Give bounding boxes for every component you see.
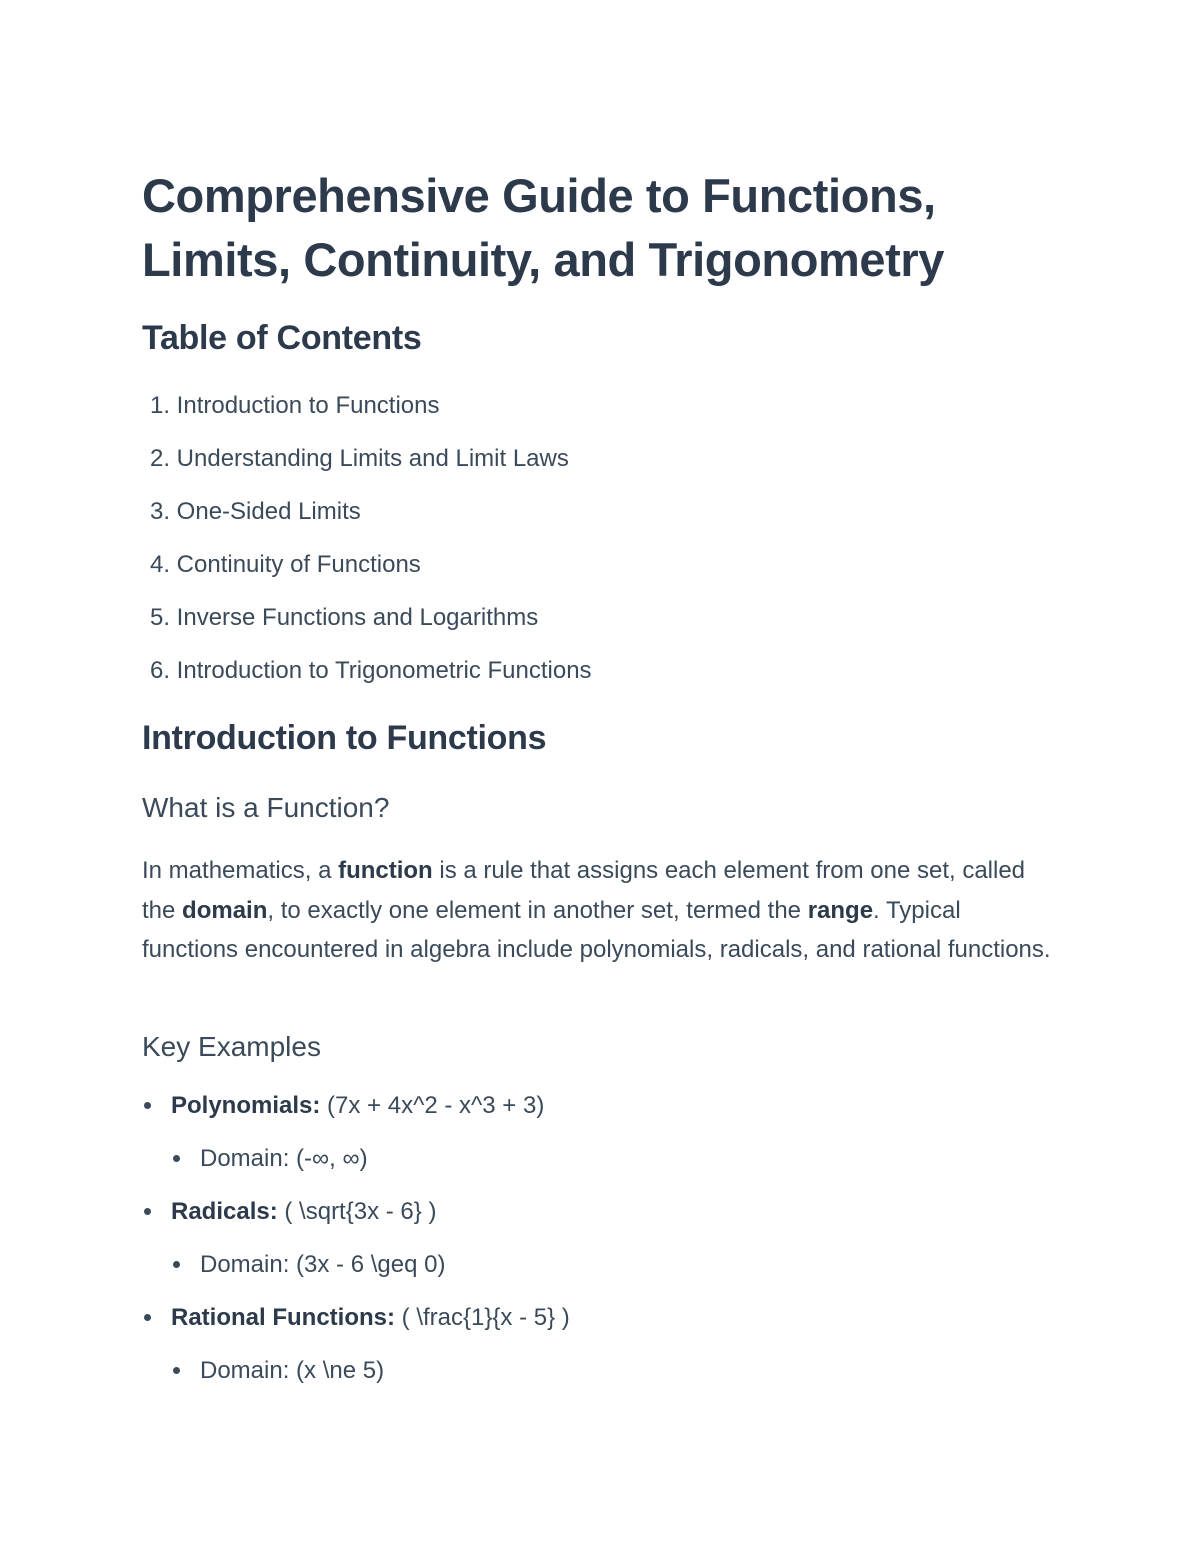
toc-item-label[interactable]: Inverse Functions and Logarithms (176, 604, 539, 631)
subsection-heading: Key Examples (142, 1031, 321, 1062)
toc-item-label[interactable]: One-Sided Limits (176, 498, 361, 525)
examples-list (142, 1088, 570, 1406)
toc-item-number: 3. (149, 498, 170, 525)
list-item (142, 1088, 570, 1141)
toc-item[interactable] (142, 547, 592, 600)
toc-item-label[interactable]: Introduction to Functions (176, 392, 440, 419)
toc-item-label[interactable]: Introduction to Trigonometric Functions (176, 657, 592, 684)
bullet-icon (173, 1155, 180, 1162)
bullet-icon (144, 1102, 151, 1109)
toc-item-number: 5. (149, 604, 170, 631)
bullet-icon (144, 1208, 151, 1215)
toc-item[interactable] (142, 388, 592, 441)
example-expression: ( \frac{1}{x - 5} ) (395, 1304, 570, 1331)
toc-item-number: 2. (149, 445, 170, 472)
bullet-icon (173, 1367, 180, 1374)
bullet-icon (173, 1261, 180, 1268)
example-domain: Domain: (x \ne 5) (200, 1357, 385, 1384)
paragraph-text: , to exactly one element in another set, termed the (267, 896, 808, 924)
list-item (142, 1353, 570, 1406)
example-expression: ( \sqrt{3x - 6} ) (277, 1198, 437, 1225)
term-range: range (807, 896, 874, 924)
bullet-icon (144, 1314, 151, 1321)
example-domain: Domain: (-∞, ∞) (200, 1145, 368, 1172)
paragraph-text: In mathematics, a (142, 857, 339, 884)
toc-item[interactable] (142, 600, 592, 653)
list-item (142, 1194, 570, 1247)
toc-item[interactable] (142, 441, 592, 494)
term-domain: domain (182, 896, 268, 924)
list-item (142, 1247, 570, 1300)
example-domain: Domain: (3x - 6 \geq 0) (200, 1251, 446, 1278)
paragraph-text: . Typical functions encountered in algebra include polynomials, radicals, and rational functions. (142, 896, 1051, 963)
toc-item-label[interactable]: Understanding Limits and Limit Laws (176, 445, 569, 472)
table-of-contents (142, 388, 592, 706)
section-heading: Introduction to Functions (142, 719, 547, 757)
toc-heading: Table of Contents (142, 319, 422, 357)
toc-item-number: 4. (149, 551, 170, 578)
definition-paragraph (142, 851, 1052, 970)
example-expression: (7x + 4x^2 - x^3 + 3) (320, 1092, 545, 1119)
list-item (142, 1300, 570, 1353)
paragraph-text: is a rule that assigns each element from one set, called the (142, 857, 1026, 924)
list-item (142, 1141, 570, 1194)
toc-item[interactable] (142, 653, 592, 706)
example-name: Polynomials: (171, 1092, 321, 1119)
example-name: Rational Functions: (171, 1304, 395, 1331)
subsection-heading: What is a Function? (142, 792, 390, 823)
document-title: Comprehensive Guide to Functions, Limits, Continuity, and Trigonometry (142, 169, 945, 286)
example-name: Radicals: (171, 1198, 278, 1225)
toc-item-number: 1. (149, 392, 170, 419)
toc-item[interactable] (142, 494, 592, 547)
toc-item-label[interactable]: Continuity of Functions (176, 551, 421, 578)
term-function: function (338, 857, 433, 884)
toc-item-number: 6. (149, 657, 170, 684)
